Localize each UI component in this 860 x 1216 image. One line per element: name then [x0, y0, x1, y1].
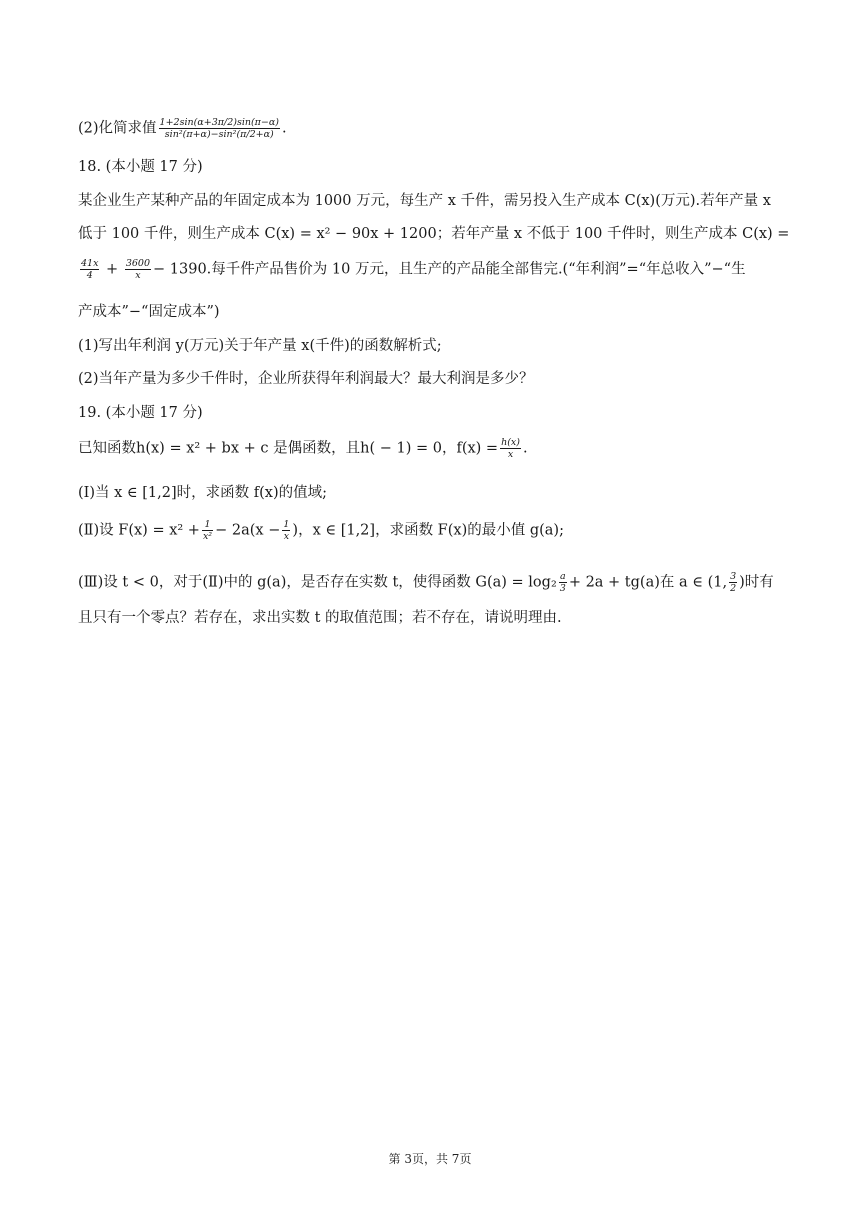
q19-part2-b: − 2a(x − [215, 522, 281, 539]
frac-den: x [507, 449, 514, 460]
frac-den: 2 [730, 583, 737, 594]
q19-part2-c: )，x ∈ [1,2]，求函数 F(x)的最小值 g(a); [292, 522, 564, 539]
q19-fraction-hx-over-x [500, 437, 521, 460]
frac-den: x [135, 270, 141, 281]
q19-part3-b: + 2a + tg(a)在 a ∈ (1, [568, 574, 728, 591]
q19-fraction-1-over-x2 [202, 519, 213, 542]
q18-part2: (2)当年产量为多少千件时，企业所获得年利润最大？最大利润是多少？ [78, 371, 534, 387]
q19-given-end: . [522, 440, 528, 457]
frac-den: x² [202, 531, 213, 542]
q19-fraction-1-over-x [282, 519, 290, 542]
frac-num: 41x [81, 258, 99, 269]
frac-num: h(x) [501, 437, 520, 448]
q17-fraction-denominator: sin²(π+α)−sin²(π/2+α) [164, 129, 274, 140]
frac-num: 1 [283, 519, 290, 530]
q19-part3 [78, 571, 774, 594]
q19-given-text: 已知函数h(x) = x² + bx + c 是偶函数，且h( − 1) = 0，f(x) = [78, 440, 499, 457]
frac-num: 3600 [125, 258, 151, 269]
q19-part3-c: )时有 [739, 574, 774, 591]
q17-part2 [78, 117, 287, 140]
q18-fraction-3600-over-x [125, 258, 151, 281]
frac-num: 1 [202, 519, 213, 531]
q18-line2: 低于 100 千件，则生产成本 C(x) = x² − 90x + 1200；若年产量 x 不低于 100 千件时，则生产成本 C(x) = [78, 226, 790, 242]
q19-part3-line2: 且只有一个零点？若存在，求出实数 t 的取值范围；若不存在，请说明理由. [78, 610, 562, 626]
frac-num: a [559, 571, 566, 582]
frac-den: 3 [559, 583, 566, 594]
q19-header: 19. (本小题 17 分) [78, 405, 203, 421]
q19-part3-a: (Ⅲ)设 t < 0，对于(Ⅱ)中的 g(a)，是否存在实数 t，使得函数 G(a) = log₂ [78, 574, 557, 591]
q18-line3: $\frac{41x}{4}$ + $\frac{3600}{x}$ − 1390.每千件产品售价为 10 万元，且生产的产品能全部售完.(“年利润”=“年总收入”−“生 [81, 258, 746, 281]
q19-fraction-a-over-3 [559, 571, 567, 594]
q19-part1: (Ⅰ)当 x ∈ [1,2]时，求函数 f(x)的值域; [78, 485, 328, 501]
q18-line3-rest: − 1390.每千件产品售价为 10 万元，且生产的产品能全部售完.(“年利润”=“年总收入”−“生 [153, 261, 746, 278]
q19-fraction-3-over-2 [729, 571, 737, 594]
q19-part2-a: (Ⅱ)设 F(x) = x² + [78, 522, 200, 539]
frac-den: x [283, 531, 290, 542]
frac-num: 3 [730, 571, 737, 582]
q18-part1: (1)写出年利润 y(万元)关于年产量 x(千件)的函数解析式; [78, 338, 442, 354]
q18-line1: 某企业生产某种产品的年固定成本为 1000 万元，每生产 x 千件，需另投入生产成本 C(x)(万元).若年产量 x [78, 193, 771, 209]
frac-den: 4 [86, 270, 93, 281]
q18-fraction-41x-over-4 [80, 258, 99, 281]
q19-given [78, 437, 528, 460]
q18-header: 18. (本小题 17 分) [78, 159, 203, 175]
q19-part2 [78, 519, 564, 542]
q17-fraction [159, 117, 280, 140]
q17-period: . [282, 120, 287, 137]
q18-line4: 产成本”−“固定成本”) [78, 304, 220, 320]
page-footer: 第 3页，共 7页 [388, 1152, 472, 1166]
q17-fraction-numerator: 1+2sin(α+3π/2)sin(π−α) [159, 117, 280, 128]
q17-part2-label: (2)化简求值 [78, 120, 157, 137]
